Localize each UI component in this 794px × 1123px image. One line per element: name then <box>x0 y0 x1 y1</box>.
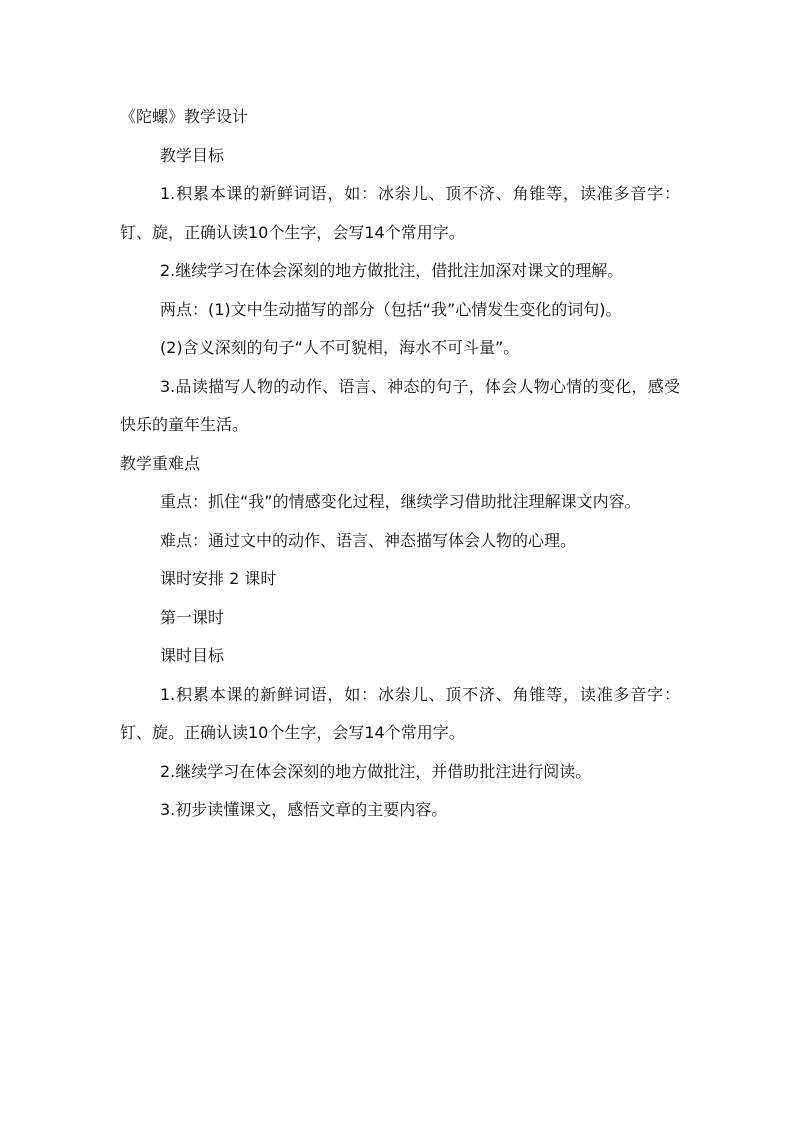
difficult-point-paragraph: 难点：通过文中的动作、语言、神态描写体会人物的心理。 <box>160 530 577 550</box>
goal-3-paragraph: 3.品读描写人物的动作、语言、神态的句子，体会人物心情的变化，感受快乐的童年生活。 <box>120 376 680 434</box>
document-title: 《陀螺》教学设计 <box>120 107 249 126</box>
lesson-goal-1-paragraph: 1.积累本课的新鲜词语，如：冰尜儿、顶不济、角锥等，读准多音字：钉、旋。正确认读10个生字，会写14个常用字。 <box>120 684 680 742</box>
two-points-paragraph: 两点：(1)文中生动描写的部分（包括“我”心情发生变化的词句)。 <box>160 299 622 319</box>
heading-first-lesson: 第一课时 <box>160 607 225 627</box>
heading-key-difficult-points: 教学重难点 <box>120 453 201 473</box>
goal-1-paragraph: 1.积累本课的新鲜词语，如：冰尜儿、顶不济、角锥等，读准多音字：钉、旋，正确认读10个生字，会写14个常用字。 <box>120 184 680 242</box>
heading-teaching-goals: 教学目标 <box>160 145 225 165</box>
lesson-goal-2-paragraph: 2.继续学习在体会深刻的地方做批注，并借助批注进行阅读。 <box>160 761 592 781</box>
point-2-paragraph: (2)含义深刻的句子“人不可貌相，海水不可斗量”。 <box>160 338 520 357</box>
heading-lesson-goals: 课时目标 <box>160 646 225 665</box>
goal-2-paragraph: 2.继续学习在体会深刻的地方做批注，借批注加深对课文的理解。 <box>160 261 624 280</box>
class-schedule-paragraph: 课时安排 2 课时 <box>160 569 277 588</box>
lesson-goal-3-paragraph: 3.初步读懂课文，感悟文章的主要内容。 <box>160 800 448 819</box>
document-body <box>120 98 680 830</box>
key-point-paragraph: 重点：抓住“我”的情感变化过程，继续学习借助批注理解课文内容。 <box>160 492 641 511</box>
